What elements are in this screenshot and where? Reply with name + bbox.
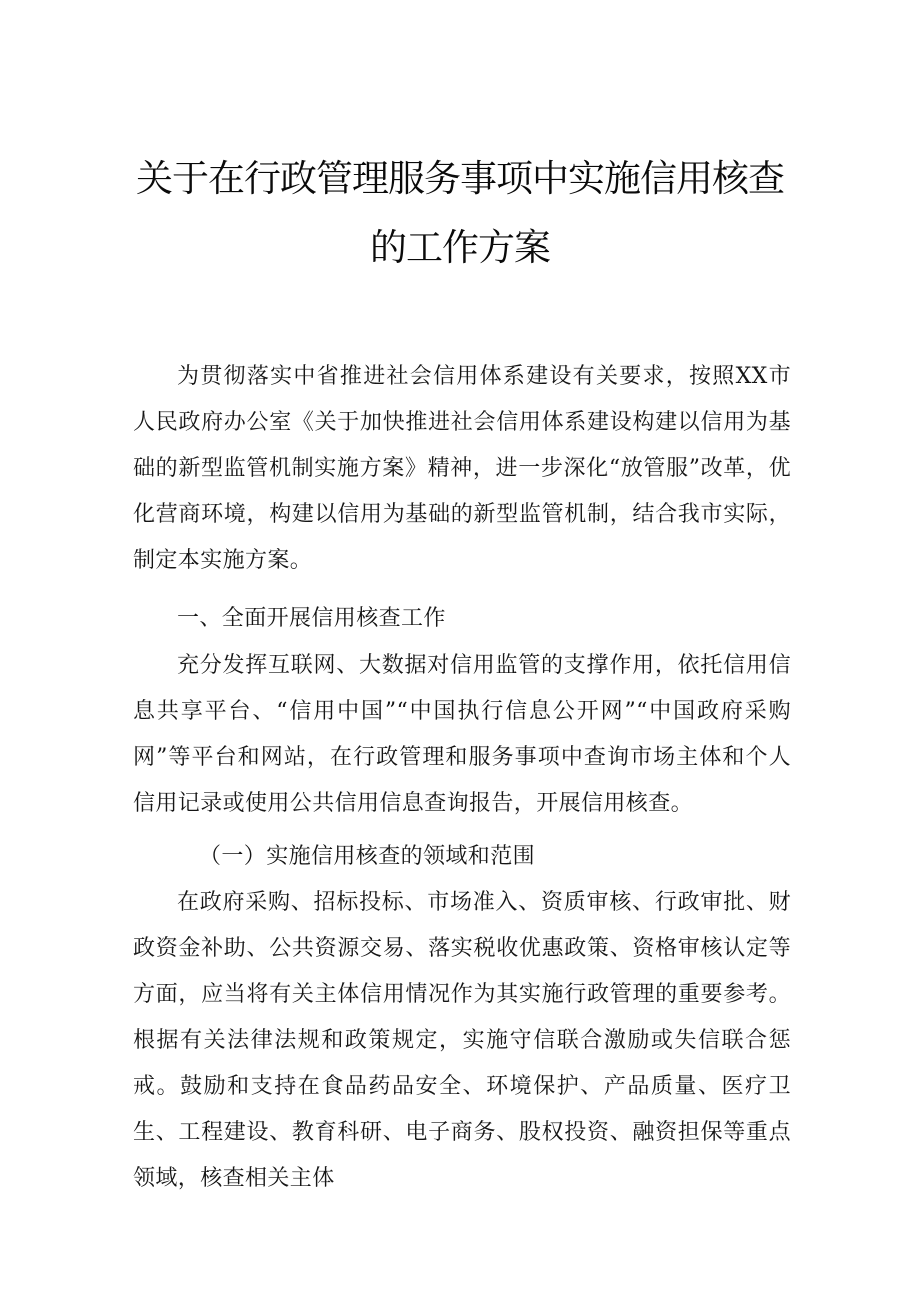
document-title-line-1: 关于在行政管理服务事项中实施信用核查 — [136, 157, 784, 200]
section-heading-1: 一、全面开展信用核查工作 — [177, 606, 446, 631]
paragraph-section-1: 充分发挥互联网、大数据对信用监管的支撑作用，依托信用信息共享平台、“信用中国”“中国执行信息公开网”“中国政府采购网”等平台和网站，在行政管理和服务事项中查询市场主体和个人信用记录或使用公共信用信息查询报告，开展信用核查。 — [133, 653, 791, 816]
subsection-heading-1: （一）实施信用核查的领域和范围 — [199, 844, 536, 869]
document-title-line-2: 的工作方案 — [370, 226, 550, 269]
paragraph-intro: 为贯彻落实中省推进社会信用体系建设有关要求，按照XX市人民政府办公室《关于加快推进社会信用体系建设构建以信用为基础的新型监管机制实施方案》精神，进一步深化“放管服”改革，优化营商环境，构建以信用为基础的新型监管机制，结合我市实际，制定本实施方案。 — [133, 364, 791, 573]
paragraph-subsection-1: 在政府采购、招标投标、市场准入、资质审核、行政审批、财政资金补助、公共资源交易、落实税收优惠政策、资格审核认定等方面，应当将有关主体信用情况作为其实施行政管理的重要参考。根据有关法律法规和政策规定，实施守信联合激励或失信联合惩戒。鼓励和支持在食品药品安全、环境保护、产品质量、医疗卫生、工程建设、教育科研、电子商务、股权投资、融资担保等重点领域，核查相关主体 — [133, 890, 791, 1191]
